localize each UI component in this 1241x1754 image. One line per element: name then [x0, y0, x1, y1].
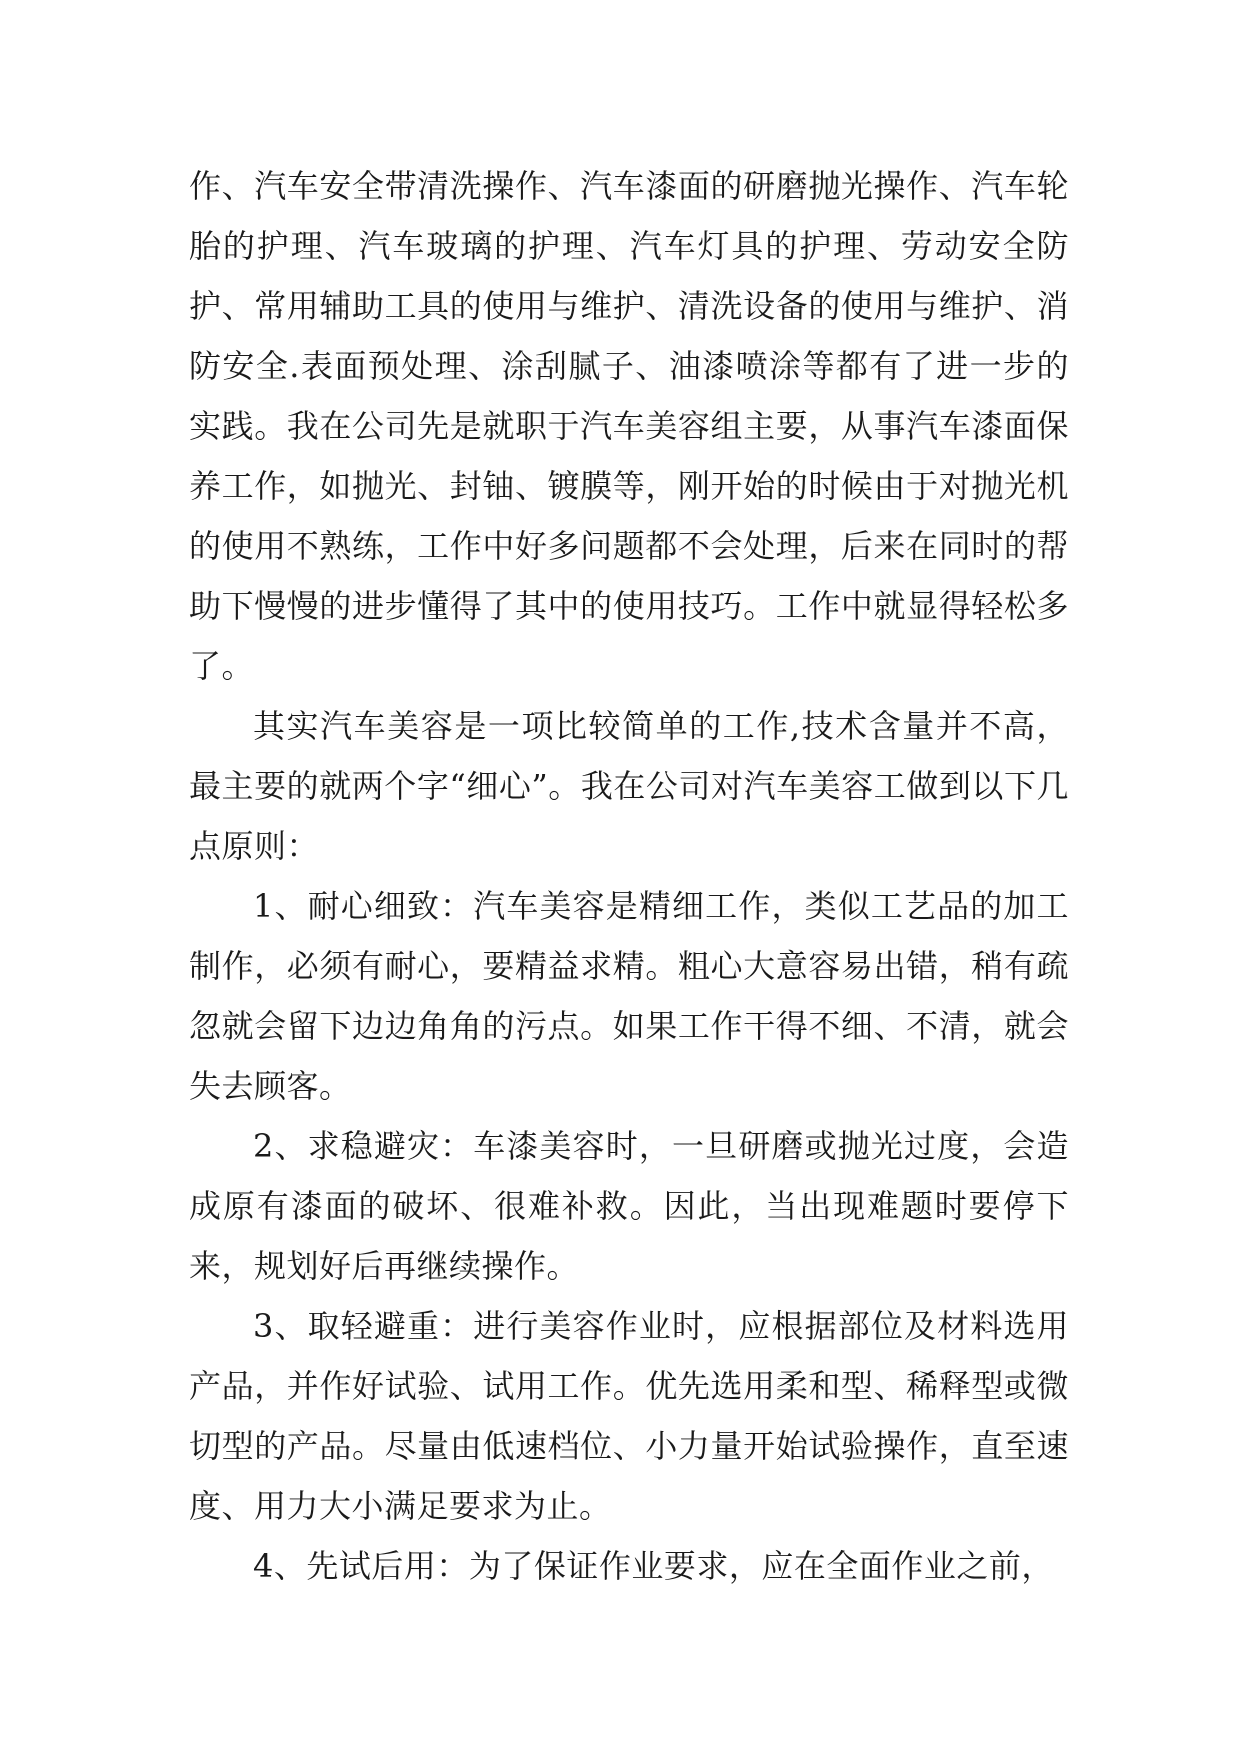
- paragraph-intro-principles: 其实汽车美容是一项比较简单的工作,技术含量并不高，最主要的就两个字“细心”。我在公司对汽车美容工做到以下几点原则：: [189, 707, 1069, 865]
- paragraph-principle-3: 3、取轻避重：进行美容作业时，应根据部位及材料选用产品，并作好试验、试用工作。优先选用柔和型、稀释型或微切型的产品。尽量由低速档位、小力量开始试验操作，直至速度、用力大小满足要求为止。: [189, 1307, 1069, 1525]
- paragraph-principle-1: 1、耐心细致：汽车美容是精细工作，类似工艺品的加工制作，必须有耐心，要精益求精。粗心大意容易出错，稍有疏忽就会留下边边角角的污点。如果工作干得不细、不清，就会失去顾客。: [189, 887, 1069, 1105]
- paragraph-continuation: 作、汽车安全带清洗操作、汽车漆面的研磨抛光操作、汽车轮胎的护理、汽车玻璃的护理、汽车灯具的护理、劳动安全防护、常用辅助工具的使用与维护、清洗设备的使用与维护、消防安全.表面预处理、涂刮腻子、油漆喷涂等都有了进一步的实践。我在公司先是就职于汽车美容组主要，从事汽车漆面保养工作，如抛光、封铀、镀膜等，刚开始的时候由于对抛光机的使用不熟练，工作中好多问题都不会处理，后来在同时的帮助下慢慢的进步懂得了其中的使用技巧。工作中就显得轻松多了。: [189, 167, 1069, 685]
- document-body: [189, 156, 1069, 1596]
- paragraph-principle-2: 2、求稳避灾：车漆美容时，一旦研磨或抛光过度，会造成原有漆面的破坏、很难补救。因此，当出现难题时要停下来，规划好后再继续操作。: [189, 1127, 1069, 1285]
- paragraph-principle-4: 4、先试后用：为了保证作业要求，应在全面作业之前，: [253, 1547, 1054, 1585]
